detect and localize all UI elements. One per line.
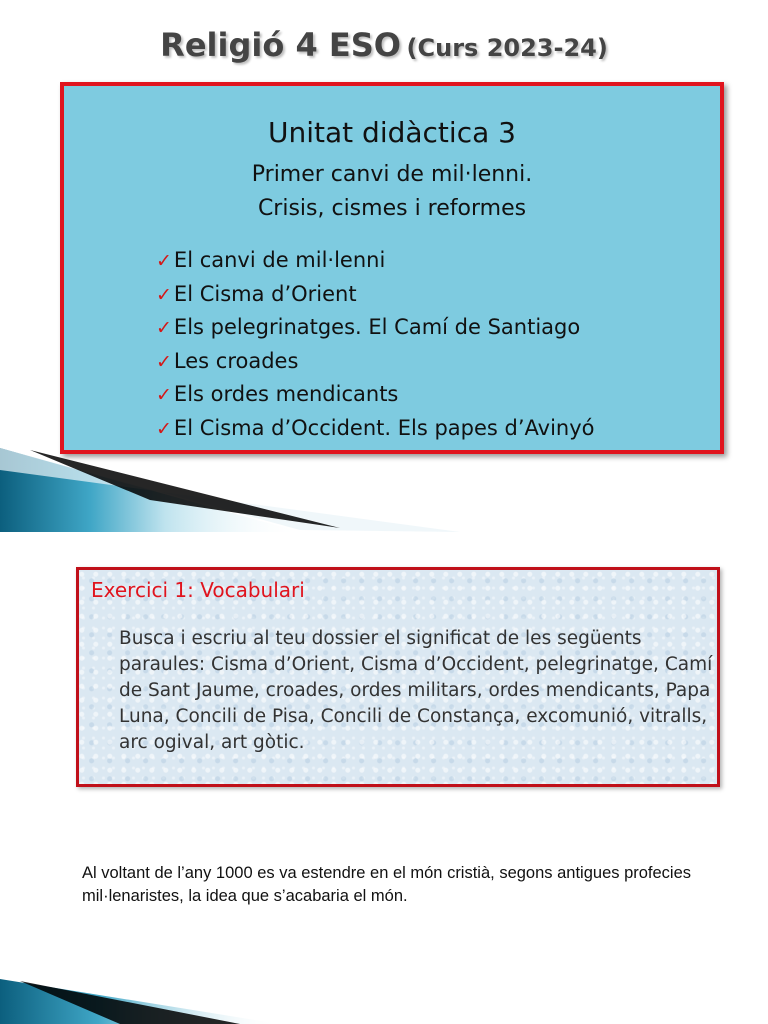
topic-item	[156, 278, 595, 312]
page-title-main: Religió 4 ESO	[160, 26, 401, 64]
topic-item	[156, 244, 595, 278]
unit-box	[60, 82, 724, 454]
check-icon: ✓	[156, 283, 172, 306]
topic-label: Els ordes mendicants	[173, 382, 399, 406]
decorative-stripe-bottom	[0, 975, 768, 1024]
exercise-box	[76, 567, 720, 787]
page-title-sub: (Curs 2023-24)	[406, 34, 608, 62]
check-icon: ✓	[156, 350, 172, 373]
check-icon: ✓	[156, 384, 172, 406]
topic-list	[156, 244, 595, 445]
topic-item	[156, 345, 595, 379]
check-icon: ✓	[156, 417, 172, 440]
topic-label: El Cisma d’Occident. Els papes d’Avinyó	[173, 415, 595, 440]
topic-label: El canvi de mil·lenni	[173, 248, 386, 272]
exercise-body: Busca i escriu al teu dossier el significat de les següents paraules: Cisma d’Orient, Cisma d’Occident, pelegrinatge, Camí de Sant Jaume, croades, ordes militars, ordes mendicants, Papa Luna, Concili de Pisa, Concili de Constança, excomunió, vitralls, arc ogival, art gòtic.	[119, 628, 713, 753]
topic-label: El Cisma d’Orient	[173, 281, 357, 306]
topic-label: Les croades	[173, 348, 299, 373]
check-icon: ✓	[156, 250, 172, 272]
topic-item	[156, 378, 595, 412]
page-title	[0, 26, 768, 64]
topic-label: Els pelegrinatges. El Camí de Santiago	[173, 315, 581, 339]
footnote-text: Al voltant de l’any 1000 es va estendre en el món cristià, segons antigues profecies mil·lenaristes, la idea que s’acabaria el món.	[82, 864, 692, 905]
decorative-stripe-top	[0, 440, 768, 540]
topic-item	[156, 311, 595, 345]
exercise-title: Exercici 1: Vocabulari	[91, 578, 305, 602]
unit-subtitle-line2: Crisis, cismes i reformes	[257, 196, 527, 221]
unit-subtitle-line1: Primer canvi de mil·lenni.	[251, 162, 533, 187]
check-icon: ✓	[156, 317, 172, 339]
unit-title: Unitat didàctica 3	[268, 116, 516, 149]
